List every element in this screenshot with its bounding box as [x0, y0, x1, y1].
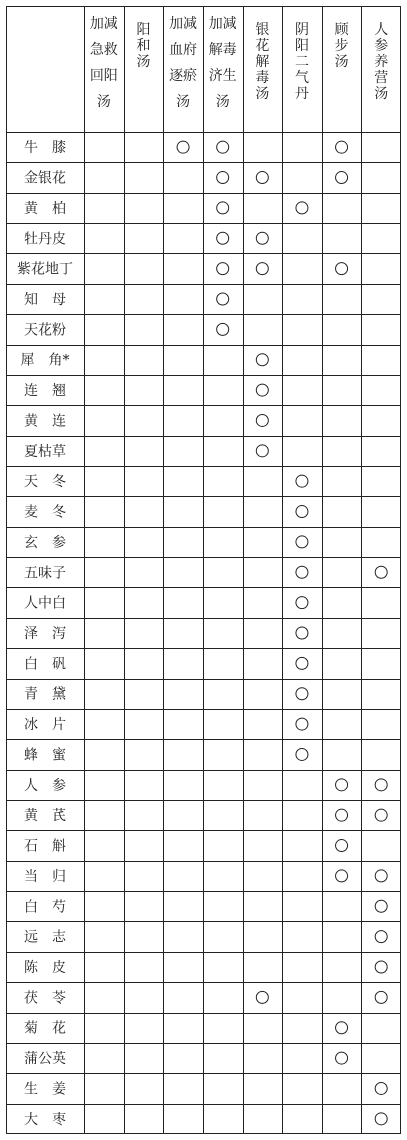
included-mark: [296, 718, 308, 730]
herb-name: 冰 片: [24, 717, 66, 734]
herb-name: 五味子: [24, 565, 66, 582]
table-row: [24, 1050, 348, 1067]
column-header-char: 汤: [255, 86, 270, 102]
herb-name: 黄 连: [24, 413, 66, 430]
table-row: [24, 626, 308, 642]
table-row: [24, 321, 229, 338]
table-row: [24, 686, 308, 703]
included-mark: [375, 1082, 387, 1094]
column-header-line: 汤: [96, 94, 111, 110]
table-row: [24, 808, 387, 824]
herb-name: 蒲公英: [24, 1051, 66, 1068]
column-header: [209, 16, 237, 110]
included-mark: [375, 961, 387, 973]
column-header-char: 和: [136, 38, 151, 54]
table-row: [24, 898, 387, 915]
included-mark: [217, 172, 229, 184]
included-mark: [336, 172, 348, 184]
included-mark: [375, 900, 387, 912]
included-mark: [217, 323, 229, 335]
included-mark: [375, 931, 387, 943]
included-mark: [375, 991, 387, 1003]
column-header-char: 阳: [136, 22, 151, 38]
column-header-char: 养: [374, 54, 389, 70]
herb-name: 白 矾: [24, 656, 66, 673]
table-row: [24, 656, 308, 672]
column-header-char: 顾: [334, 22, 349, 38]
table-grid: [6, 6, 401, 1134]
included-mark: [296, 475, 308, 487]
herb-name: 天 冬: [24, 474, 66, 491]
included-mark: [217, 141, 229, 153]
column-header-line: 加减: [89, 16, 118, 32]
column-header-char: 营: [374, 70, 389, 86]
included-mark: [256, 172, 268, 184]
herb-name: 夏枯草: [24, 443, 66, 460]
column-header-char: 花: [255, 38, 270, 54]
column-header-char: 步: [334, 38, 349, 54]
table-row: [21, 353, 269, 369]
herb-name: 人 参: [24, 777, 66, 794]
column-header-char: 人: [374, 22, 389, 38]
herb-name: 人中白: [24, 595, 66, 612]
column-header: [90, 16, 118, 110]
herb-name: 青 黛: [24, 686, 66, 703]
herb-name: 牛 膝: [24, 140, 66, 157]
column-header-line: 逐瘀: [169, 68, 198, 84]
table-row: [24, 989, 387, 1006]
included-mark: [336, 809, 348, 821]
included-mark: [336, 840, 348, 852]
table-row: [24, 868, 387, 885]
included-mark: [296, 657, 308, 669]
herb-name: 蜂 蜜: [24, 747, 66, 764]
table-row: [24, 747, 308, 763]
column-header-line: 血府: [169, 42, 198, 58]
column-header-line: 加减: [169, 16, 198, 32]
column-header-char: 阳: [294, 38, 309, 54]
column-header-char: 解: [255, 54, 270, 70]
included-mark: [336, 1022, 348, 1034]
herb-name: 当 归: [24, 868, 66, 885]
table-row: [24, 1111, 387, 1128]
column-header-line: 汤: [215, 94, 230, 110]
included-mark: [217, 232, 229, 244]
herb-name: 玄 参: [24, 534, 66, 551]
table-row: [24, 139, 348, 156]
included-mark: [217, 202, 229, 214]
table-row: [24, 200, 308, 217]
included-mark: [336, 870, 348, 882]
column-header: [255, 22, 269, 102]
table-row: [24, 716, 308, 733]
table-row: [24, 595, 308, 612]
column-header-char: 参: [374, 38, 389, 54]
table-row: [24, 170, 348, 187]
column-header-line: 解毒: [208, 42, 237, 58]
herb-name: 黄 芪: [24, 808, 66, 825]
column-header: [374, 22, 388, 102]
column-header: [295, 22, 309, 102]
herb-name: 泽 泻: [24, 626, 66, 642]
included-mark: [375, 809, 387, 821]
table-row: [24, 443, 268, 460]
herb-name: 天花粉: [24, 322, 66, 339]
included-mark: [177, 141, 189, 153]
herb-name: 远 志: [24, 929, 66, 946]
included-mark: [256, 232, 268, 244]
column-header-char: 汤: [374, 86, 389, 102]
included-mark: [217, 293, 229, 305]
herb-name: 知 母: [24, 292, 66, 308]
column-header-line: 急救: [89, 42, 118, 58]
included-mark: [336, 263, 348, 275]
table-row: [24, 929, 387, 946]
herb-name: 石 斛: [24, 838, 66, 855]
included-mark: [375, 566, 387, 578]
included-mark: [296, 627, 308, 639]
included-mark: [256, 991, 268, 1003]
table-row: [24, 230, 268, 247]
included-mark: [375, 1113, 387, 1125]
included-mark: [217, 263, 229, 275]
table-row: [24, 292, 229, 308]
herb-name: 黄 柏: [24, 200, 66, 217]
included-mark: [375, 870, 387, 882]
column-header-char: 毒: [255, 70, 270, 86]
column-header-line: 汤: [176, 94, 191, 110]
column-header-line: 济生: [208, 68, 237, 84]
included-mark: [336, 779, 348, 791]
column-header-line: 加减: [208, 16, 237, 32]
herb-name: 麦 冬: [24, 504, 66, 521]
included-mark: [256, 414, 268, 426]
herb-name: 茯 苓: [24, 990, 66, 1007]
included-mark: [256, 445, 268, 457]
herb-name: 连 翘: [24, 383, 66, 400]
included-mark: [256, 263, 268, 275]
table-row: [24, 565, 387, 581]
included-mark: [375, 779, 387, 791]
included-mark: [296, 597, 308, 609]
table-row: [24, 1020, 348, 1037]
included-mark: [296, 688, 308, 700]
column-header: [169, 16, 197, 110]
included-mark: [296, 536, 308, 548]
table-row: [24, 959, 387, 976]
herb-name: 金银花: [24, 170, 66, 187]
table-row: [24, 1080, 387, 1097]
table-row: [24, 474, 308, 490]
included-mark: [256, 354, 268, 366]
column-header-char: 气: [294, 70, 309, 86]
table-row: [24, 535, 308, 551]
included-mark: [296, 506, 308, 518]
herb-name: 大 枣: [24, 1111, 66, 1128]
column-header: [136, 22, 150, 70]
column-header-char: 汤: [136, 54, 151, 70]
table-row: [17, 261, 348, 278]
herb-name: 牡丹皮: [24, 231, 66, 248]
table-row: [24, 778, 387, 794]
herb-name: 菊 花: [24, 1020, 66, 1037]
column-header: [335, 22, 350, 70]
included-mark: [336, 141, 348, 153]
table-row: [24, 504, 308, 521]
column-header-char: 阴: [294, 22, 309, 38]
herb-name: 生 姜: [24, 1081, 66, 1098]
herb-name: 陈 皮: [24, 960, 66, 976]
included-mark: [296, 202, 308, 214]
included-mark: [296, 566, 308, 578]
herb-name: 犀 角*: [20, 352, 70, 369]
included-mark: [256, 384, 268, 396]
included-mark: [296, 748, 308, 760]
column-header-line: 回阳: [89, 68, 118, 84]
column-header-char: 银: [255, 22, 270, 38]
column-header-char: 丹: [294, 86, 309, 102]
table-row: [24, 839, 348, 855]
herb-formula-table: [6, 6, 401, 1134]
table-row: [24, 382, 268, 399]
included-mark: [336, 1052, 348, 1064]
table-row: [24, 413, 268, 429]
column-header-char: 汤: [334, 54, 349, 70]
herb-name: 紫花地丁: [17, 261, 73, 278]
column-header-char: 二: [294, 54, 309, 70]
herb-name: 白 芍: [24, 899, 66, 916]
